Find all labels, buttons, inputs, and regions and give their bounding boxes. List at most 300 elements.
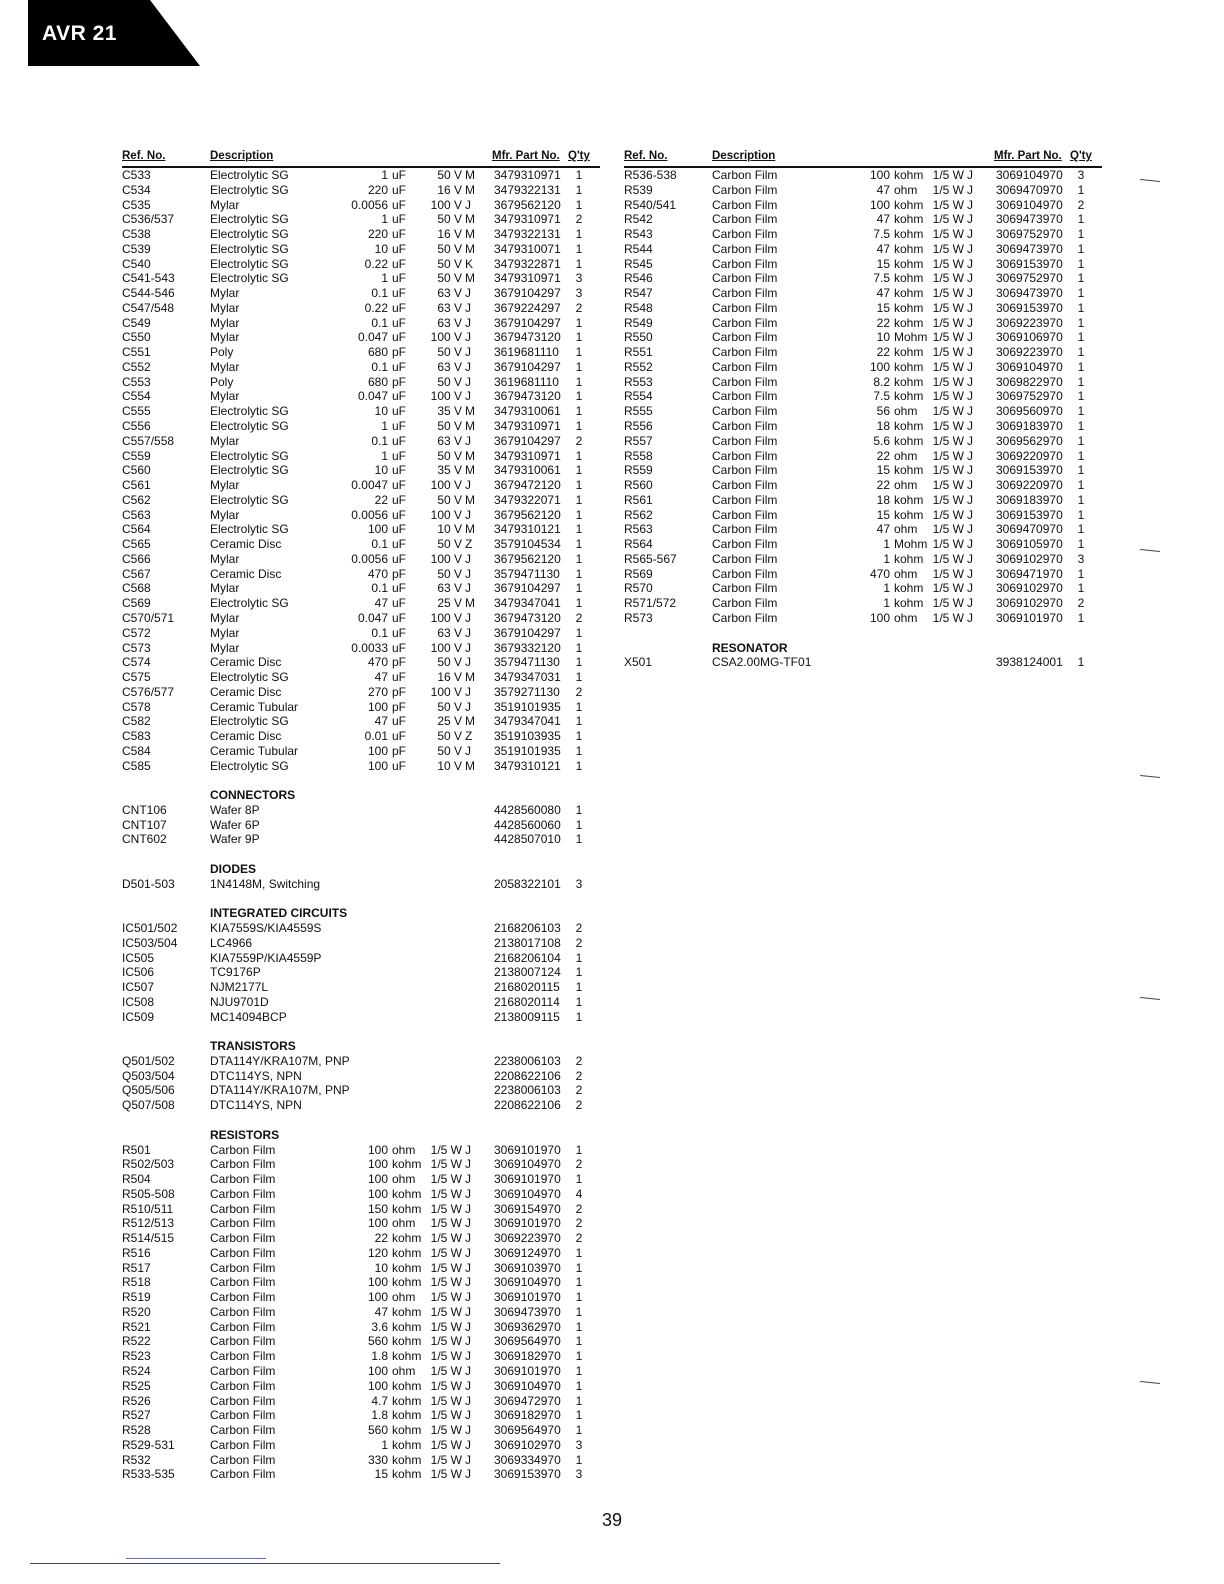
spacer: [122, 892, 600, 907]
cell-tol: J: [967, 168, 973, 182]
table-row: [624, 404, 1102, 419]
cell-ref: R571/572: [624, 596, 677, 611]
cell-qty: 1: [575, 1245, 583, 1260]
cell-unit: uF: [392, 625, 407, 640]
cell-unit: ohm: [392, 1172, 416, 1187]
section-title: DIODES: [210, 861, 257, 876]
cell-unit: kohm: [894, 212, 924, 227]
cell-ref: R552: [624, 359, 653, 374]
cell-ref: R550: [624, 330, 653, 345]
cell-qty: 3: [575, 1467, 583, 1482]
table-row: [624, 166, 1102, 183]
cell-unit: uF: [392, 448, 407, 463]
cell-desc: Carbon Film: [210, 1467, 276, 1482]
table-row: [122, 522, 600, 537]
cell-rating: 1/5 W: [932, 478, 964, 493]
rows-right: [624, 166, 1102, 670]
cell-rating: 1/5 W: [430, 1275, 462, 1290]
section-heading: [624, 641, 1102, 656]
cell-ref: R555: [624, 404, 653, 419]
cell-unit: uF: [392, 271, 407, 286]
cell-part: 3069470970: [996, 182, 1063, 197]
cell-tol: M: [465, 522, 475, 537]
cell-unit: uF: [392, 596, 407, 611]
cell-tol: J: [967, 433, 973, 448]
table-row: [122, 803, 600, 818]
cell-rating: 1/5 W: [430, 1364, 462, 1379]
cell-val: 100: [367, 1186, 388, 1201]
cell-desc: Mylar: [210, 433, 240, 448]
table-row: [122, 1157, 600, 1172]
cell-qty: 1: [1077, 492, 1085, 507]
cell-val: 100: [367, 1142, 388, 1157]
cell-tol: M: [465, 758, 475, 773]
cell-qty: 1: [575, 655, 583, 670]
cell-desc: Carbon Film: [210, 1423, 276, 1438]
cell-qty: 1: [575, 1408, 583, 1423]
cell-unit: Mohm: [894, 537, 928, 552]
cell-rating: 50 V: [437, 699, 462, 714]
cell-unit: pF: [392, 699, 407, 714]
cell-desc: Electrolytic SG: [210, 758, 289, 773]
header-desc: Description: [712, 150, 776, 162]
cell-tol: M: [465, 404, 475, 419]
cell-part: 3679473120: [494, 330, 561, 345]
cell-unit: uF: [392, 404, 407, 419]
cell-rating: 1/5 W: [932, 419, 964, 434]
cell-val: 15: [876, 300, 890, 315]
table-row: [122, 1216, 600, 1231]
cell-ref: C536/537: [122, 212, 175, 227]
cell-val: 0.01: [364, 729, 388, 744]
cell-part: 3069473970: [494, 1304, 561, 1319]
cell-unit: uF: [392, 507, 407, 522]
cell-desc: Electrolytic SG: [210, 419, 289, 434]
cell-rating: 100 V: [430, 389, 462, 404]
table-row: [624, 537, 1102, 552]
cell-tol: J: [465, 1364, 471, 1379]
cell-unit: kohm: [392, 1260, 422, 1275]
cell-rating: 1/5 W: [430, 1319, 462, 1334]
cell-unit: ohm: [894, 610, 918, 625]
cell-rating: 63 V: [437, 581, 462, 596]
cell-rating: 1/5 W: [430, 1216, 462, 1231]
cell-unit: pF: [392, 345, 407, 360]
table-row: [122, 449, 600, 464]
cell-tol: J: [967, 389, 973, 404]
cell-desc: Carbon Film: [712, 197, 778, 212]
table-row: [122, 301, 600, 316]
cell-rating: 1/5 W: [932, 492, 964, 507]
cell-tol: J: [967, 345, 973, 360]
cell-tol: J: [465, 359, 471, 374]
table-row: [624, 375, 1102, 390]
cell-ref: C566: [122, 551, 151, 566]
cell-rating: 1/5 W: [932, 256, 964, 271]
cell-part: 2138017108: [494, 935, 561, 950]
cell-unit: uF: [392, 241, 407, 256]
cell-rating: 63 V: [437, 286, 462, 301]
cell-unit: kohm: [392, 1319, 422, 1334]
cell-tol: J: [967, 182, 973, 197]
cell-tol: J: [967, 596, 973, 611]
cell-ref: C584: [122, 743, 151, 758]
cell-desc: Electrolytic SG: [210, 241, 289, 256]
cell-tol: J: [967, 551, 973, 566]
cell-rating: 1/5 W: [430, 1408, 462, 1423]
header-qty: Q'ty: [1070, 150, 1092, 162]
cell-rating: 35 V: [437, 463, 462, 478]
cell-ref: R505-508: [122, 1186, 175, 1201]
cell-tol: J: [967, 492, 973, 507]
table-row: [122, 1083, 600, 1098]
cell-tol: J: [465, 1157, 471, 1172]
cell-part: 3679104297: [494, 433, 561, 448]
cell-tol: J: [967, 271, 973, 286]
cell-desc: Carbon Film: [210, 1304, 276, 1319]
cell-unit: kohm: [894, 463, 924, 478]
cell-desc: Carbon Film: [712, 389, 778, 404]
cell-part: 3069153970: [996, 507, 1063, 522]
cell-unit: kohm: [894, 197, 924, 212]
cell-ref: C561: [122, 478, 151, 493]
cell-qty: 1: [575, 1452, 583, 1467]
cell-rating: 1/5 W: [932, 286, 964, 301]
cell-qty: 1: [1077, 389, 1085, 404]
cell-tol: M: [465, 714, 475, 729]
table-row: [122, 198, 600, 213]
cell-val: 7.5: [873, 389, 890, 404]
spacer: [122, 1024, 600, 1039]
cell-desc: Carbon Film: [210, 1349, 276, 1364]
cell-part: 3479322071: [494, 492, 561, 507]
cell-qty: 1: [575, 1319, 583, 1334]
section-heading: [122, 788, 600, 803]
cell-part: 3679562120: [494, 507, 561, 522]
cell-tol: M: [465, 271, 475, 286]
cell-desc: Electrolytic SG: [210, 227, 289, 242]
cell-part: 3479322871: [494, 256, 561, 271]
cell-rating: 1/5 W: [430, 1290, 462, 1305]
cell-part: 2138009115: [494, 1009, 560, 1024]
cell-ref: C563: [122, 507, 151, 522]
cell-part: 2238006103: [494, 1053, 561, 1068]
cell-desc: Carbon Film: [712, 581, 778, 596]
cell-qty: 4: [575, 1186, 583, 1201]
cell-ref: C556: [122, 419, 151, 434]
cell-tol: J: [465, 1437, 471, 1452]
cell-ref: R501: [122, 1142, 151, 1157]
cell-val: 1: [883, 581, 890, 596]
cell-val: 0.1: [371, 537, 388, 552]
cell-rating: 100 V: [430, 197, 462, 212]
cell-desc: Ceramic Tubular: [210, 743, 299, 758]
cell-tol: J: [967, 374, 973, 389]
cell-qty: 3: [1077, 551, 1085, 566]
cell-desc: Carbon Film: [712, 492, 778, 507]
cell-rating: 100 V: [430, 684, 462, 699]
cell-unit: kohm: [894, 596, 924, 611]
cell-unit: uF: [392, 670, 407, 685]
cell-unit: uF: [392, 182, 407, 197]
cell-desc: Carbon Film: [712, 551, 778, 566]
cell-desc: Electrolytic SG: [210, 714, 289, 729]
cell-qty: 1: [575, 1275, 583, 1290]
table-row: [122, 212, 600, 227]
cell-part: 3479310971: [494, 448, 561, 463]
cell-unit: uF: [392, 714, 407, 729]
cell-desc: Ceramic Disc: [210, 684, 282, 699]
cell-tol: J: [465, 1216, 471, 1231]
cell-desc: Carbon Film: [210, 1216, 276, 1231]
cell-desc: Poly: [210, 374, 234, 389]
cell-unit: pF: [392, 374, 407, 389]
cell-desc: Carbon Film: [712, 241, 778, 256]
cell-val: 22: [374, 492, 388, 507]
cell-unit: kohm: [894, 492, 924, 507]
table-row: [122, 744, 600, 759]
cell-part: 3938124001: [996, 655, 1063, 670]
cell-rating: 25 V: [437, 714, 462, 729]
cell-ref: C578: [122, 699, 151, 714]
margin-mark: [1140, 1381, 1160, 1384]
cell-qty: 1: [575, 168, 583, 182]
cell-ref: R573: [624, 610, 653, 625]
cell-qty: 1: [575, 625, 583, 640]
cell-unit: kohm: [894, 241, 924, 256]
table-row: [122, 1394, 600, 1409]
cell-val: 1: [883, 537, 890, 552]
cell-desc: Carbon Film: [712, 507, 778, 522]
cell-tol: J: [465, 1408, 471, 1423]
cell-tol: Z: [465, 537, 473, 552]
cell-ref: CNT602: [122, 832, 167, 847]
cell-desc: Carbon Film: [210, 1334, 276, 1349]
cell-qty: 1: [575, 1393, 583, 1408]
cell-part: 3519103935: [494, 729, 561, 744]
cell-rating: 1/5 W: [932, 522, 964, 537]
cell-unit: kohm: [894, 315, 924, 330]
cell-val: 330: [367, 1452, 388, 1467]
cell-desc: Mylar: [210, 640, 240, 655]
cell-ref: C576/577: [122, 684, 175, 699]
cell-desc: Carbon Film: [712, 227, 778, 242]
cell-rating: 1/5 W: [430, 1172, 462, 1187]
cell-tol: J: [465, 699, 471, 714]
cell-ref: R527: [122, 1408, 151, 1423]
spacer: [624, 626, 1102, 641]
cell-qty: 1: [575, 1142, 583, 1157]
cell-unit: kohm: [894, 507, 924, 522]
cell-rating: 100 V: [430, 640, 462, 655]
cell-desc: Carbon Film: [210, 1364, 276, 1379]
table-row: [122, 1320, 600, 1335]
table-row: [122, 655, 600, 670]
cell-val: 100: [367, 1216, 388, 1231]
cell-qty: 1: [575, 359, 583, 374]
cell-part: 3479310971: [494, 271, 561, 286]
cell-desc: Mylar: [210, 315, 240, 330]
cell-part: 3069105970: [996, 537, 1063, 552]
cell-desc: Carbon Film: [210, 1452, 276, 1467]
cell-val: 0.1: [371, 315, 388, 330]
cell-tol: J: [465, 743, 471, 758]
cell-part: 3069104970: [494, 1186, 561, 1201]
cell-tol: J: [967, 581, 973, 596]
table-row: [122, 286, 600, 301]
cell-qty: 2: [575, 433, 583, 448]
table-row: [624, 581, 1102, 596]
table-row: [122, 1069, 600, 1084]
table-row: [122, 1246, 600, 1261]
cell-unit: uF: [392, 537, 407, 552]
cell-qty: 1: [1077, 315, 1085, 330]
cell-part: 3069101970: [494, 1172, 561, 1187]
cell-val: 56: [876, 404, 890, 419]
cell-desc: Ceramic Tubular: [210, 699, 299, 714]
cell-part: 3479310061: [494, 404, 561, 419]
cell-qty: 3: [575, 876, 583, 891]
cell-desc: Carbon Film: [712, 345, 778, 360]
cell-qty: 3: [1077, 168, 1085, 182]
cell-val: 10: [876, 330, 890, 345]
cell-rating: 1/5 W: [430, 1304, 462, 1319]
cell-ref: C560: [122, 463, 151, 478]
cell-unit: ohm: [392, 1290, 416, 1305]
cell-desc: Mylar: [210, 625, 240, 640]
cell-part: 3679473120: [494, 610, 561, 625]
cell-ref: R504: [122, 1172, 151, 1187]
cell-part: 2168020115: [494, 980, 560, 995]
cell-unit: kohm: [894, 359, 924, 374]
table-row: [122, 1202, 600, 1217]
cell-ref: R523: [122, 1349, 151, 1364]
cell-qty: 1: [575, 640, 583, 655]
table-row: [624, 286, 1102, 301]
rows-left: [122, 166, 600, 1482]
cell-unit: kohm: [392, 1349, 422, 1364]
table-row: [624, 552, 1102, 567]
cell-ref: R533-535: [122, 1467, 175, 1482]
parts-list-left: [122, 148, 600, 1482]
cell-unit: kohm: [894, 389, 924, 404]
cell-rating: 1/5 W: [932, 212, 964, 227]
table-row: [122, 478, 600, 493]
cell-ref: R559: [624, 463, 653, 478]
cell-unit: kohm: [392, 1452, 422, 1467]
cell-qty: 1: [1077, 566, 1085, 581]
cell-rating: 63 V: [437, 315, 462, 330]
cell-ref: R510/511: [122, 1201, 174, 1216]
cell-val: 100: [367, 699, 388, 714]
cell-tol: J: [967, 330, 973, 345]
cell-part: 3069153970: [996, 300, 1063, 315]
cell-unit: uF: [392, 492, 407, 507]
cell-desc: Electrolytic SG: [210, 492, 289, 507]
cell-ref: C557/558: [122, 433, 175, 448]
table-row: [122, 1467, 600, 1482]
cell-unit: pF: [392, 655, 407, 670]
cell-ref: R569: [624, 566, 653, 581]
footer-rule: [126, 1558, 266, 1559]
cell-unit: kohm: [392, 1408, 422, 1423]
cell-ref: C585: [122, 758, 151, 773]
cell-desc: Carbon Film: [712, 610, 778, 625]
cell-unit: kohm: [392, 1304, 422, 1319]
cell-ref: R502/503: [122, 1157, 175, 1172]
cell-rating: 1/5 W: [932, 315, 964, 330]
cell-part: 3069470970: [996, 522, 1063, 537]
cell-tol: J: [967, 507, 973, 522]
cell-rating: 1/5 W: [430, 1334, 462, 1349]
cell-tol: J: [967, 419, 973, 434]
cell-tol: J: [465, 1423, 471, 1438]
cell-part: 3069182970: [494, 1408, 561, 1423]
cell-qty: 1: [1077, 256, 1085, 271]
cell-val: 560: [367, 1334, 388, 1349]
cell-desc: Electrolytic SG: [210, 271, 289, 286]
table-row: [122, 581, 600, 596]
table-row: [122, 685, 600, 700]
cell-unit: uF: [392, 758, 407, 773]
cell-unit: uF: [392, 389, 407, 404]
table-row: [624, 271, 1102, 286]
table-row: [624, 183, 1102, 198]
table-row: [122, 641, 600, 656]
table-row: [122, 271, 600, 286]
cell-unit: kohm: [894, 345, 924, 360]
cell-val: 7.5: [873, 271, 890, 286]
cell-val: 7.5: [873, 227, 890, 242]
cell-desc: DTC114YS, NPN: [210, 1098, 302, 1113]
cell-unit: uF: [392, 300, 407, 315]
cell-tol: J: [465, 197, 471, 212]
cell-part: 3679104297: [494, 359, 561, 374]
cell-qty: 1: [1077, 433, 1085, 448]
cell-ref: IC505: [122, 950, 155, 965]
cell-tol: J: [465, 478, 471, 493]
cell-qty: 1: [1077, 581, 1085, 596]
cell-ref: IC509: [122, 1009, 155, 1024]
cell-tol: J: [465, 330, 471, 345]
cell-unit: kohm: [392, 1157, 422, 1172]
cell-val: 10: [374, 404, 388, 419]
table-header-right: [624, 148, 1102, 164]
cell-part: 2168206104: [494, 950, 561, 965]
cell-val: 100: [367, 522, 388, 537]
cell-desc: Carbon Film: [712, 419, 778, 434]
cell-rating: 50 V: [437, 374, 462, 389]
cell-qty: 1: [575, 699, 583, 714]
cell-val: 470: [367, 655, 388, 670]
cell-part: 3069223970: [996, 345, 1063, 360]
table-row: [122, 345, 600, 360]
cell-tol: J: [465, 374, 471, 389]
cell-qty: 2: [575, 684, 583, 699]
cell-desc: Electrolytic SG: [210, 596, 289, 611]
cell-qty: 2: [575, 1053, 583, 1068]
cell-rating: 50 V: [437, 419, 462, 434]
cell-val: 4.7: [371, 1393, 388, 1408]
table-row: [624, 316, 1102, 331]
cell-unit: kohm: [392, 1334, 422, 1349]
cell-tol: J: [465, 1260, 471, 1275]
table-row: [624, 463, 1102, 478]
cell-desc: Mylar: [210, 359, 240, 374]
cell-qty: 1: [575, 1172, 583, 1187]
cell-part: 3679104297: [494, 286, 561, 301]
cell-tol: M: [465, 463, 475, 478]
